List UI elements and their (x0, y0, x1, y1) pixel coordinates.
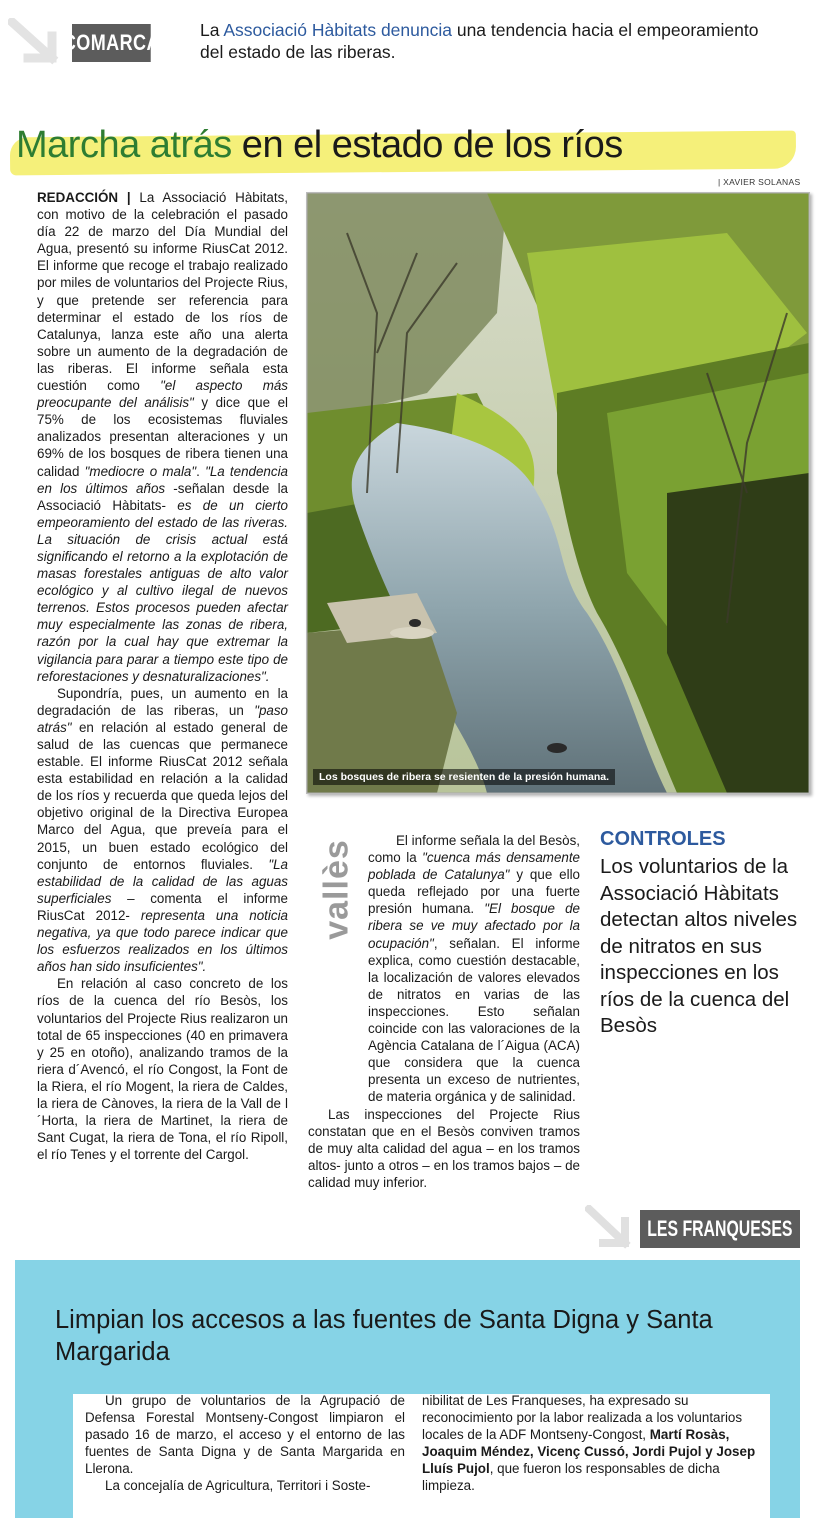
photo-credit: | XAVIER SOLANAS (718, 177, 801, 187)
byline: REDACCIÓN | (37, 190, 131, 205)
paragraph: La concejalía de Agricultura, Territori i Soste- (105, 1478, 371, 1494)
headline: Marcha atrás en el estado de los ríos (16, 124, 623, 166)
photo-caption: Los bosques de ribera se resienten de la presión humana. (313, 769, 615, 785)
story-headline: Limpian los accesos a las fuentes de Santa Digna y Santa Margarida (55, 1306, 713, 1366)
story-column-2 (422, 1392, 758, 1495)
paragraph: nibilitat de Les Franqueses, ha expresado su reconocimiento por la labor realizada a los voluntarios locales de la ADF Montseny-Congost, Martí Rosàs, Joaquim Méndez, Vicenç Cussó, Jordi Pujol y Josep Lluís Pujol, que fueron los responsables de dicha limpieza. (422, 1393, 756, 1494)
paragraph: REDACCIÓN | La Associació Hàbitats, con motivo de la celebración el pasado día 22 de marzo del Día Mundial del Agua, presentó su informe RiusCat 2012. El informe que recoge el trabajo realizado por miles de voluntarios del Projecte Rius, y que pretende ser referencia para determinar el estado de los ríos de Catalunya, lanza este año una alerta sobre un aumento de la degradación de las riberas. El informe señala esta cuestión como "el aspecto más preocupante del análisis" y dice que el 75% de los ecosistemas fluviales analizados presentan alteraciones y un 69% de los bosques de ribera tienen una calidad "mediocre o mala". "La tendencia en los últimos años -señalan desde la Associació Hàbitats- es de un cierto empeoramiento del estado de las riveras. La situación de crisis actual está significando el retorno a la explotación de masas forestales antiguas de alto valor ecológico y al cultivo ilegal de nuevos terrenos. Estos procesos pueden afectar muy especialmente las zonas de ribera, razón por la cual hay que extremar la vigilancia para parar a tiempo este tipo de reforestaciones y desnaturalizaciones". (37, 190, 288, 684)
arrow-decoration-icon (8, 18, 64, 66)
paragraph: Las inspecciones del Projecte Rius constatan que en el Besòs conviven tramos de muy alta calidad del agua – en los tramos altos- junto a otros – en los tramos bajos – de calidad muy inferior. (308, 1106, 580, 1190)
paragraph: Un grupo de voluntarios de la Agrupació de Defensa Forestal Montseny-Congost limpiaron el pasado 16 de marzo, el acceso y el entorno de las fuentes de Santa Digna y de Santa Margarida en Llerona. (85, 1393, 405, 1477)
paragraph: En relación al caso concreto de los ríos de la cuenca del río Besòs, los voluntarios del Projecte Rius realizaron un total de 65 inspecciones (40 en primavera y 25 en otoño), analizando tramos de la riera d´Avencó, el río Congost, la Font de la Riera, el río Mogent, la riera de Caldes, la riera de Cànoves, la riera de la Vall de l´Horta, la riera de Martinet, la riera de Sant Cugat, la riera de Tona, el río Ripoll, el río Tenes y el torrente del Cargol. (37, 976, 288, 1163)
kicker-highlight: Associació Hàbitats denuncia (223, 20, 452, 40)
river-photo (306, 192, 810, 794)
arrow-decoration-icon (585, 1205, 637, 1251)
river-photo-illustration (307, 193, 809, 793)
volunteer-names: Martí Rosàs, Joaquim Méndez, Vicenç Cussó, Jordi Pujol y Josep Lluís Pujol (422, 1427, 756, 1477)
story-column-1 (85, 1392, 405, 1495)
kicker: La Associació Hàbitats denuncia una tendencia hacia el empeoramiento del estado de las riberas. (200, 20, 759, 62)
sidebar-label: CONTROLES (600, 828, 726, 850)
story-box-left-band (15, 1394, 73, 1518)
vertical-section-label: vallès (317, 839, 356, 940)
article-column-1 (37, 189, 288, 1163)
section-tag-les-franqueses: LES FRANQUESES (640, 1210, 800, 1248)
sidebar-text: Los voluntarios de la Associació Hàbitats detectan altos niveles de nitratos en sus inspecciones en los ríos de la cuenca del Besòs (600, 855, 798, 1037)
article-column-2 (308, 832, 580, 1191)
paragraph: El informe señala la del Besòs, como la "cuenca más densamente poblada de Catalunya" y que ello queda reflejado por una fuerte presión humana. "El bosque de ribera se ve muy afectado por la ocupación", señalan. El informe explica, como cuestión destacable, la localización de valores elevados de nitratos en varias de las inspecciones. Esto señalan coincide con las valoraciones de la Agència Catalana de l´Aigua (ACA) que considera que la cuenca presenta un exceso de nutrientes, de materia orgánica y de salinidad. (368, 833, 581, 1105)
story-box-right-band (770, 1394, 800, 1518)
section-tag-comarca: COMARCA (72, 24, 151, 62)
paragraph: Supondría, pues, un aumento en la degradación de las riberas, un "paso atrás" en relación al estado general de salud de las cuencas que permanece estable. El informe RiusCat 2012 señala esta estabilidad en relación a la calidad de los ríos y recuerda que queda lejos del objetivo original de la Directiva Europea Marco del Agua, que preveía para el 2015, un buen estado ecológico del conjunto de entornos fluviales. "La estabilidad de la calidad de las aguas superficiales – comenta el informe RiusCat 2012- representa una noticia negativa, ya que todo parece indicar que los esfuerzos realizados en los últimos años han sido insuficientes". (37, 685, 288, 975)
